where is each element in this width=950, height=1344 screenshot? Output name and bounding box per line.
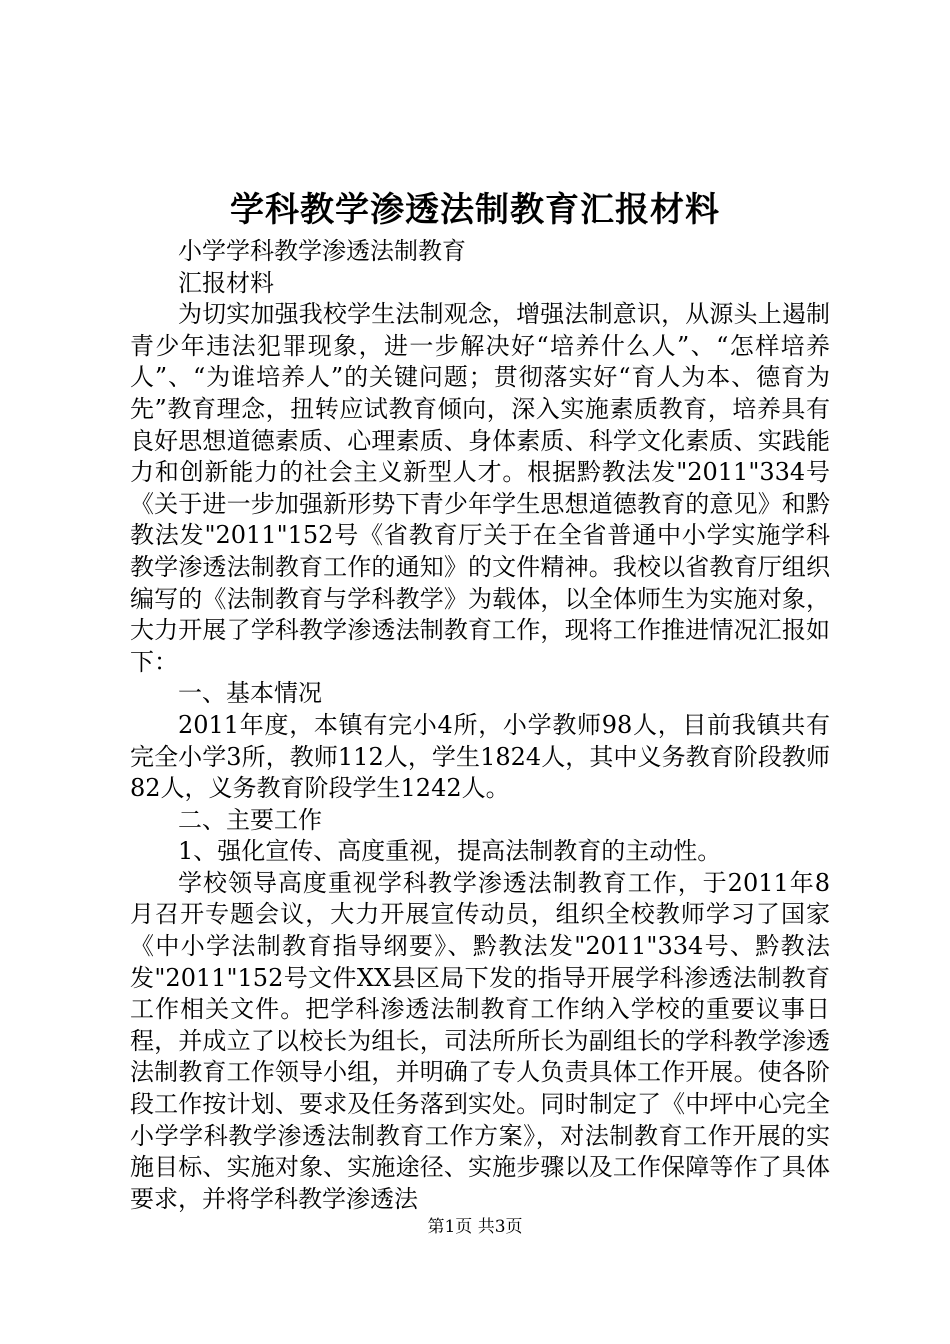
basic-info-paragraph: 2011年度，本镇有完小4所，小学教师98人，目前我镇共有完全小学3所，教师112人，学生1824人，其中义务教育阶段教师82人，义务教育阶段学生1242人。 <box>130 710 830 803</box>
subtitle-line-1: 小学学科教学渗透法制教育 <box>178 237 466 265</box>
subheading-1: 1、强化宣传、高度重视，提高法制教育的主动性。 <box>178 837 722 866</box>
subtitle-line-2: 汇报材料 <box>178 268 274 297</box>
main-work-paragraph: 学校领导高度重视学科教学渗透法制教育工作，于2011年8月召开专题会议，大力开展宣传动员，组织全校教师学习了国家《中小学法制教育指导纲要》、黔教法发"2011"334号、黔教法发"2011"152号文件XX县区局下发的指导开展学科渗透法制教育工作相关文件。把学科渗透法制教育工作纳入学校的重要议事日程，并成立了以校长为组长，司法所所长为副组长的学科教学渗透法制教育工作领导小组，并明确了专人负责具体工作开展。使各阶段工作按计划、要求及任务落到实处。同时制定了《中坪中心完全小学学科教学渗透法制教育工作方案》，对法制教育工作开展的实施目标、实施对象、实施途径、实施步骤以及工作保障等作了具体要求，并将学科教学渗透法 <box>130 868 830 1213</box>
section-heading-main-work: 二、主要工作 <box>178 805 322 834</box>
document-title: 学科教学渗透法制教育汇报材料 <box>230 190 720 230</box>
page-footer: 第1页 共3页 <box>427 1217 523 1237</box>
document-body <box>130 236 830 1215</box>
section-heading-basic: 一、基本情况 <box>178 679 322 708</box>
intro-paragraph: 为切实加强我校学生法制观念，增强法制意识，从源头上遏制青少年违法犯罪现象，进一步解决好“培养什么人”、“怎样培养人”、“为谁培养人”的关键问题；贯彻落实好“育人为本、德育为先”教育理念，扭转应试教育倾向，深入实施素质教育，培养具有良好思想道德素质、心理素质、身体素质、科学文化素质、实践能力和创新能力的社会主义新型人才。根据黔教法发"2011"334号《关于进一步加强新形势下青少年学生思想道德教育的意见》和黔教法发"2011"152号《省教育厅关于在全省普通中小学实施学科教学渗透法制教育工作的通知》的文件精神。我校以省教育厅组织编写的《法制教育与学科教学》为载体，以全体师生为实施对象，大力开展了学科教学渗透法制教育工作，现将工作推进情况汇报如下： <box>130 300 830 676</box>
